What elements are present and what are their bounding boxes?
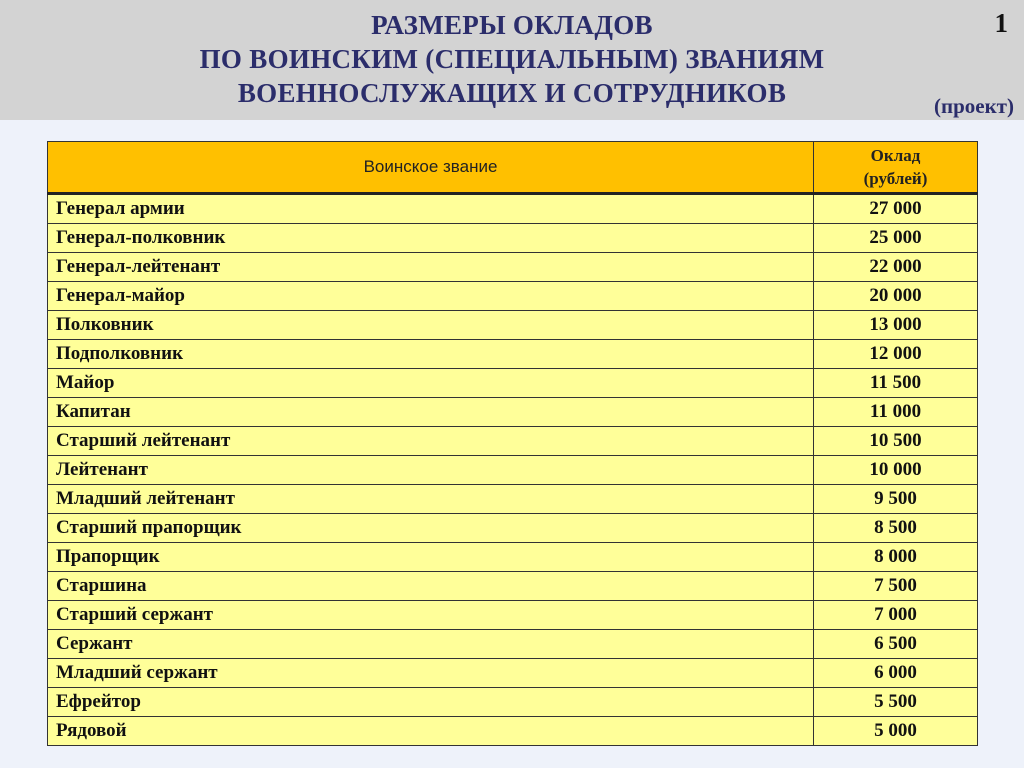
table-row — [48, 717, 978, 746]
rank-cell: Генерал армии — [48, 194, 814, 224]
rank-cell: Майор — [48, 369, 814, 398]
table-row — [48, 543, 978, 572]
rank-cell: Генерал-полковник — [48, 224, 814, 253]
table-row — [48, 253, 978, 282]
table-row — [48, 194, 978, 224]
salary-cell: 8 000 — [814, 543, 978, 572]
column-header-amount — [814, 142, 978, 194]
title-line-3: ВОЕННОСЛУЖАЩИХ И СОТРУДНИКОВ — [237, 78, 787, 108]
rank-cell: Рядовой — [48, 717, 814, 746]
table-row — [48, 688, 978, 717]
table-body — [48, 194, 978, 746]
rank-cell: Полковник — [48, 311, 814, 340]
salary-cell: 20 000 — [814, 282, 978, 311]
table-row — [48, 630, 978, 659]
rank-cell: Старший лейтенант — [48, 427, 814, 456]
title-line-1: РАЗМЕРЫ ОКЛАДОВ — [371, 10, 653, 40]
salary-cell: 7 500 — [814, 572, 978, 601]
salary-cell: 9 500 — [814, 485, 978, 514]
salary-cell: 25 000 — [814, 224, 978, 253]
column-header-rank: Воинское звание — [48, 142, 814, 194]
table-header-row — [48, 142, 978, 194]
salary-cell: 13 000 — [814, 311, 978, 340]
rank-cell: Лейтенант — [48, 456, 814, 485]
table-row — [48, 340, 978, 369]
table-row — [48, 224, 978, 253]
rank-cell: Старшина — [48, 572, 814, 601]
table-row — [48, 485, 978, 514]
salary-cell: 27 000 — [814, 194, 978, 224]
salary-cell: 5 000 — [814, 717, 978, 746]
salary-cell: 22 000 — [814, 253, 978, 282]
table-row — [48, 601, 978, 630]
rank-cell: Старший сержант — [48, 601, 814, 630]
salary-cell: 11 500 — [814, 369, 978, 398]
rank-cell: Младший сержант — [48, 659, 814, 688]
table-row — [48, 369, 978, 398]
title-line-2: ПО ВОИНСКИМ (СПЕЦИАЛЬНЫМ) ЗВАНИЯМ — [199, 44, 825, 74]
table-row — [48, 398, 978, 427]
column-header-amount-line2: (рублей) — [863, 169, 928, 188]
salary-cell: 10 000 — [814, 456, 978, 485]
column-header-amount-line1: Оклад — [870, 146, 921, 165]
rank-cell: Генерал-майор — [48, 282, 814, 311]
salary-cell: 6 500 — [814, 630, 978, 659]
table-row — [48, 659, 978, 688]
slide-number: 1 — [994, 8, 1008, 38]
salary-cell: 11 000 — [814, 398, 978, 427]
rank-cell: Сержант — [48, 630, 814, 659]
salary-cell: 8 500 — [814, 514, 978, 543]
rank-cell: Генерал-лейтенант — [48, 253, 814, 282]
salary-cell: 5 500 — [814, 688, 978, 717]
rank-cell: Младший лейтенант — [48, 485, 814, 514]
table-row — [48, 456, 978, 485]
table-row — [48, 572, 978, 601]
table-header — [48, 142, 978, 194]
salary-cell: 12 000 — [814, 340, 978, 369]
table-row — [48, 311, 978, 340]
draft-label: (проект) — [933, 94, 1014, 118]
table-row — [48, 427, 978, 456]
rank-cell: Ефрейтор — [48, 688, 814, 717]
table-row — [48, 514, 978, 543]
rank-cell: Капитан — [48, 398, 814, 427]
rank-cell: Подполковник — [48, 340, 814, 369]
salary-cell: 10 500 — [814, 427, 978, 456]
salary-cell: 6 000 — [814, 659, 978, 688]
rank-cell: Прапорщик — [48, 543, 814, 572]
page-title — [0, 8, 1024, 110]
table-row — [48, 282, 978, 311]
salary-table — [47, 141, 978, 746]
rank-cell: Старший прапорщик — [48, 514, 814, 543]
salary-cell: 7 000 — [814, 601, 978, 630]
salary-table-container — [47, 141, 977, 746]
